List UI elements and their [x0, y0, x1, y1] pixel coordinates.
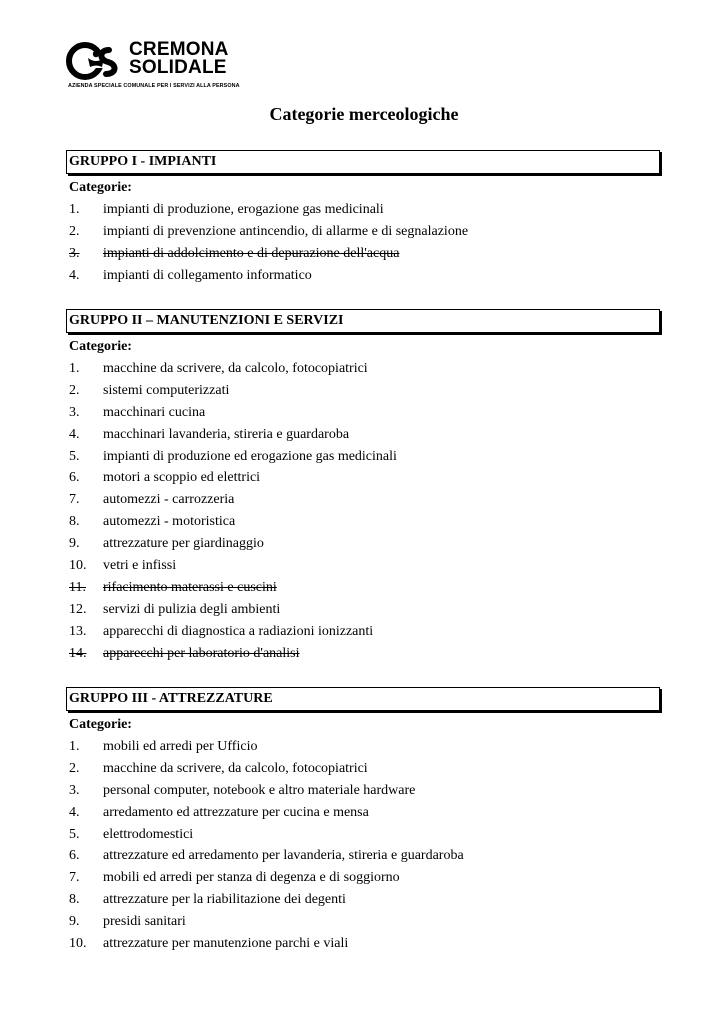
category-text: attrezzature ed arredamento per lavanderia, stireria e guardaroba [103, 848, 464, 864]
logo-name-line2: SOLIDALE [129, 57, 227, 78]
category-number: 8. [69, 514, 80, 530]
category-text: attrezzature per giardinaggio [103, 536, 264, 552]
page-title [0, 104, 724, 125]
category-number: 14. [69, 645, 87, 661]
logo-tagline: AZIENDA SPECIALE COMUNALE PER I SERVIZI ALLA PERSONA [68, 83, 240, 89]
category-item [66, 424, 660, 446]
category-number: 4. [69, 267, 80, 283]
category-number: 6. [69, 848, 80, 864]
category-item [66, 467, 660, 489]
category-list [66, 199, 660, 287]
category-text: personal computer, notebook e altro materiale hardware [103, 782, 416, 798]
group-section [66, 309, 660, 664]
logo-name [129, 41, 229, 77]
category-number: 1. [69, 739, 80, 754]
category-text: arredamento ed attrezzature per cucina e mensa [103, 804, 369, 820]
category-text: servizi di pulizia degli ambienti [103, 601, 281, 617]
category-number: 2. [69, 382, 80, 398]
category-number: 9. [69, 914, 80, 930]
categories-label: Categorie: [69, 180, 132, 195]
category-number: 9. [69, 536, 80, 552]
category-number: 2. [69, 223, 80, 239]
category-text: macchinari cucina [103, 404, 206, 420]
category-text: mobili ed arredi per stanza di degenza e di soggiorno [103, 870, 400, 886]
categories-label: Categorie: [69, 339, 132, 354]
category-item [66, 802, 660, 824]
category-item [66, 845, 660, 867]
categories-label: Categorie: [69, 717, 132, 732]
category-text: elettrodomestici [103, 826, 194, 842]
category-text: impianti di prevenzione antincendio, di allarme e di segnalazione [103, 223, 469, 239]
category-item [66, 402, 660, 424]
category-list [66, 358, 660, 664]
category-item-struck [66, 643, 660, 665]
category-number: 10. [69, 936, 87, 952]
category-item [66, 358, 660, 380]
group-header: GRUPPO I - IMPIANTI [66, 150, 660, 174]
category-item [66, 599, 660, 621]
category-text: impianti di produzione, erogazione gas medicinali [103, 202, 384, 217]
category-number: 2. [69, 760, 80, 776]
category-item [66, 933, 660, 955]
category-item-struck [66, 577, 660, 599]
category-text: apparecchi per laboratorio d'analisi [103, 645, 300, 661]
category-number: 4. [69, 426, 80, 442]
category-item [66, 380, 660, 402]
category-text: rifacimento materassi e cuscini [103, 579, 277, 595]
group-section [66, 687, 660, 955]
category-text: presidi sanitari [103, 914, 186, 930]
category-number: 11. [69, 579, 86, 595]
group-header: GRUPPO II – MANUTENZIONI E SERVIZI [66, 309, 660, 333]
category-text: macchine da scrivere, da calcolo, fotocopiatrici [103, 760, 368, 776]
category-text: motori a scoppio ed elettrici [103, 470, 261, 486]
category-item [66, 446, 660, 468]
category-text: impianti di collegamento informatico [103, 267, 312, 283]
category-text: automezzi - carrozzeria [103, 492, 235, 508]
group-section [66, 150, 660, 287]
category-number: 1. [69, 361, 80, 376]
category-number: 6. [69, 470, 80, 486]
category-item [66, 621, 660, 643]
category-number: 8. [69, 892, 80, 908]
category-text: macchinari lavanderia, stireria e guardaroba [103, 426, 350, 442]
category-number: 3. [69, 404, 80, 420]
category-number: 7. [69, 492, 80, 508]
category-text: impianti di produzione ed erogazione gas medicinali [103, 448, 397, 464]
category-item [66, 889, 660, 911]
category-item [66, 489, 660, 511]
cs-logo-mark-icon [66, 42, 128, 82]
category-list [66, 736, 660, 955]
category-text: apparecchi di diagnostica a radiazioni ionizzanti [103, 623, 374, 639]
category-number: 3. [69, 245, 80, 261]
logo-name-line1: CREMONA [129, 39, 229, 60]
category-text: attrezzature per la riabilitazione dei degenti [103, 892, 346, 908]
category-number: 1. [69, 202, 80, 217]
category-number: 13. [69, 623, 87, 639]
category-number: 7. [69, 870, 80, 886]
category-item [66, 221, 660, 243]
group-header: GRUPPO III - ATTREZZATURE [66, 687, 660, 711]
category-number: 3. [69, 782, 80, 798]
category-item [66, 780, 660, 802]
category-number: 5. [69, 826, 80, 842]
category-text: mobili ed arredi per Ufficio [103, 739, 258, 754]
category-item [66, 911, 660, 933]
category-item [66, 199, 660, 221]
category-item [66, 824, 660, 846]
category-number: 10. [69, 558, 87, 574]
category-item [66, 555, 660, 577]
category-text: sistemi computerizzati [103, 382, 230, 398]
cremona-solidale-logo [66, 40, 246, 92]
category-item [66, 265, 660, 287]
page-title-text: Categorie merceologiche [269, 104, 459, 124]
category-text: automezzi - motoristica [103, 514, 236, 530]
category-text: vetri e infissi [103, 558, 177, 574]
category-number: 5. [69, 448, 80, 464]
category-item [66, 758, 660, 780]
category-item-struck [66, 243, 660, 265]
category-item [66, 533, 660, 555]
category-text: macchine da scrivere, da calcolo, fotocopiatrici [103, 361, 368, 376]
category-item [66, 511, 660, 533]
category-number: 4. [69, 804, 80, 820]
category-text: impianti di addolcimento e di depurazione dell'acqua [103, 245, 400, 261]
category-number: 12. [69, 601, 87, 617]
category-text: attrezzature per manutenzione parchi e viali [103, 936, 349, 952]
category-item [66, 736, 660, 758]
category-item [66, 867, 660, 889]
